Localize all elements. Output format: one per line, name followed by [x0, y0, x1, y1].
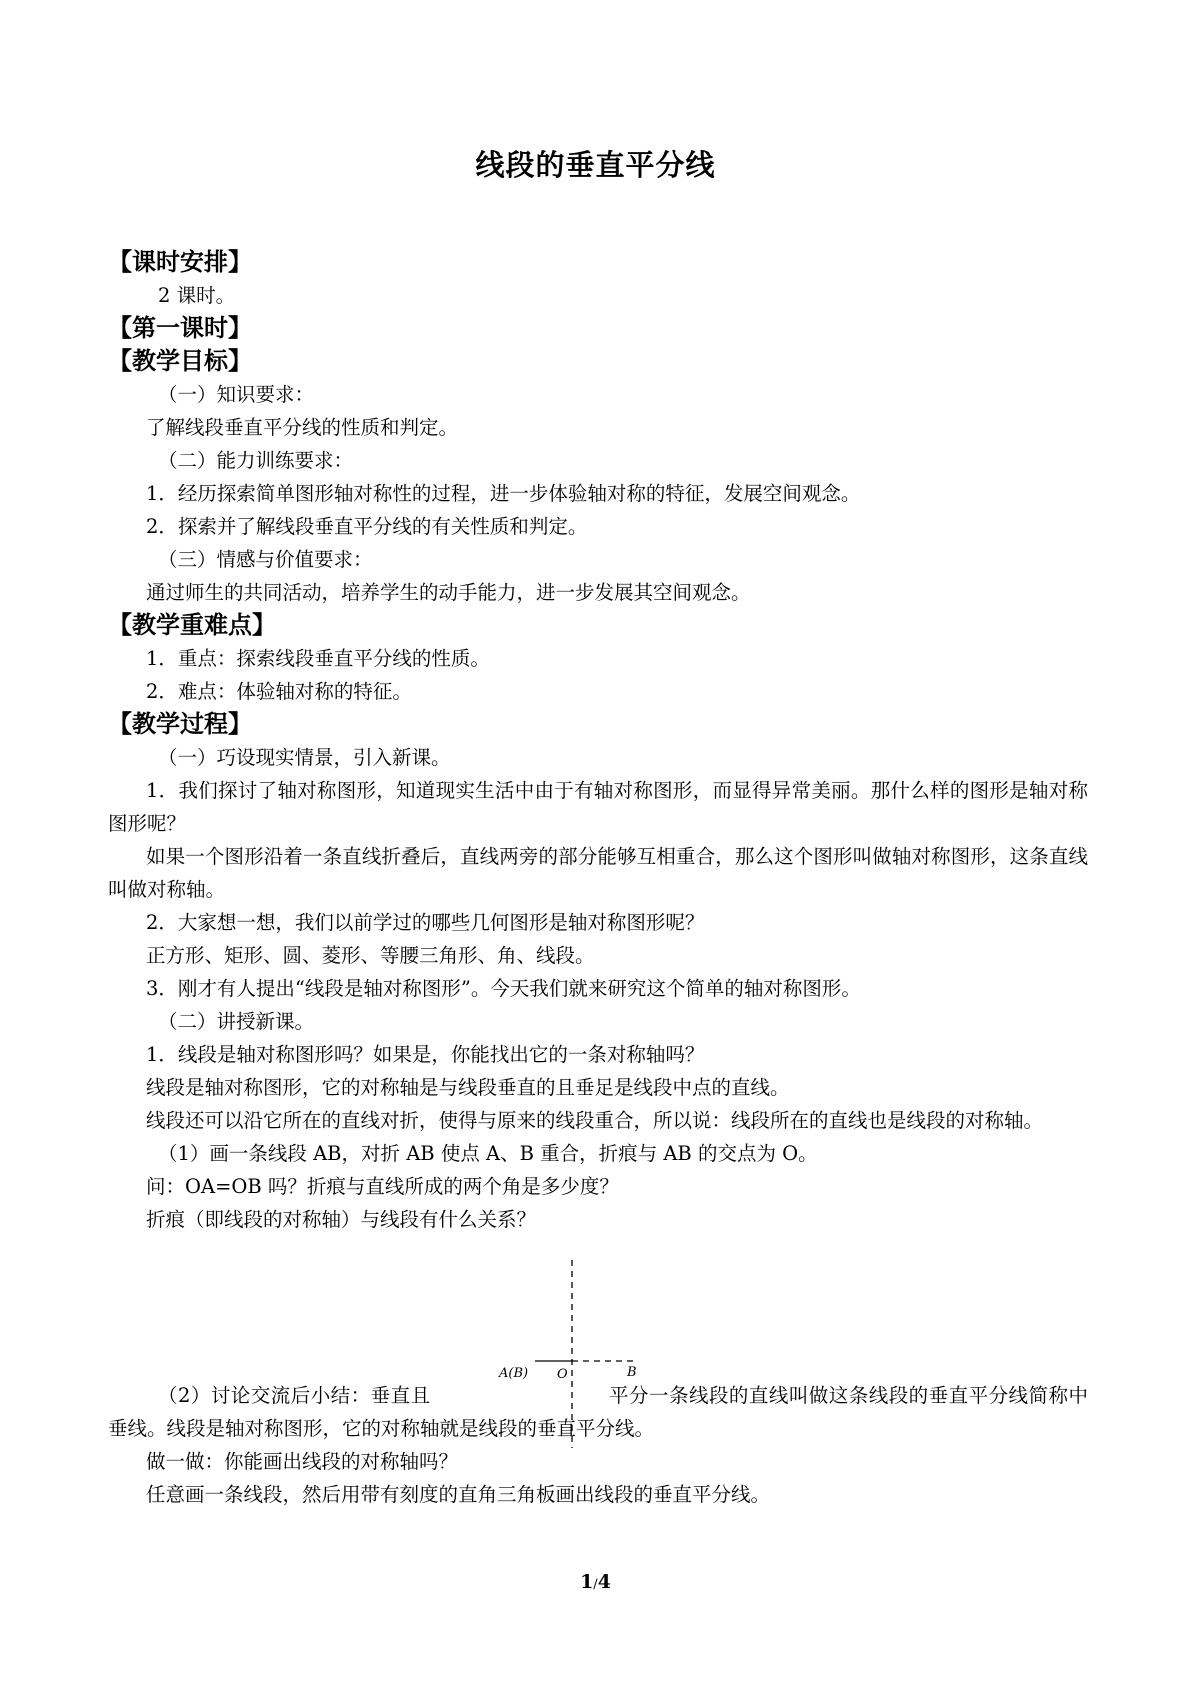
- label-o: O: [557, 1367, 568, 1382]
- process-para-3: 如果一个图形沿着一条直线折叠后，直线两旁的部分能够互相重合，那么这个图形叫做轴对称图形，这条直线叫做对称轴。: [108, 845, 1088, 901]
- page-separator: /: [593, 1577, 598, 1592]
- bisector-diagram: [499, 1260, 723, 1460]
- process-para-5: 正方形、矩形、圆、菱形、等腰三角形、角、线段。: [146, 944, 595, 967]
- section-heading-goals: 【教学目标】: [108, 347, 252, 375]
- process-para-1: （一）巧设现实情景，引入新课。: [158, 746, 451, 769]
- section-heading-schedule: 【课时安排】: [108, 248, 252, 276]
- process-para-2: 1．我们探讨了轴对称图形，知道现实生活中由于有轴对称图形，而显得异常美丽。那什么样的图形是轴对称图形呢？: [108, 779, 1088, 835]
- key-point-2: 2．难点：体验轴对称的特征。: [146, 680, 412, 703]
- key-point-1: 1．重点：探索线段垂直平分线的性质。: [146, 647, 490, 670]
- goal2-item-1: 1．经历探索简单图形轴对称性的过程，进一步体验轴对称的特征，发展空间观念。: [146, 482, 861, 505]
- goal3-text: 通过师生的共同活动，培养学生的动手能力，进一步发展其空间观念。: [146, 581, 751, 604]
- process-para-15: 做一做：你能画出线段的对称轴吗？: [146, 1450, 459, 1473]
- section-heading-lesson: 【第一课时】: [108, 314, 252, 342]
- summary-part-2: 平分一条线段的直线叫做这条线段的垂直平分线简称中垂线。线段是轴对称图形，它的对称轴就是线段的垂直平分线。: [108, 1384, 1088, 1440]
- process-para-12: 问：OA=OB 吗？折痕与直线所成的两个角是多少度？: [146, 1175, 619, 1198]
- schedule-text: 2 课时。: [158, 284, 236, 307]
- summary-part-1: （2）讨论交流后小结：垂直且: [158, 1384, 431, 1407]
- process-para-8: 1．线段是轴对称图形吗？如果是，你能找出它的一条对称轴吗？: [146, 1043, 705, 1066]
- process-para-13: 折痕（即线段的对称轴）与线段有什么关系？: [146, 1208, 537, 1231]
- process-para-6: 3．刚才有人提出“线段是轴对称图形”。今天我们就来研究这个简单的轴对称图形。: [146, 977, 861, 1000]
- label-b: B: [627, 1365, 637, 1380]
- process-para-7: （二）讲授新课。: [158, 1010, 315, 1033]
- page-title: 线段的垂直平分线: [475, 148, 716, 182]
- process-para-9: 线段是轴对称图形，它的对称轴是与线段垂直的且垂足是线段中点的直线。: [146, 1076, 790, 1099]
- page-number: [0, 1571, 1191, 1593]
- page-total: 4: [597, 1571, 611, 1593]
- process-para-16: 任意画一条线段，然后用带有刻度的直角三角板画出线段的垂直平分线。: [146, 1483, 771, 1506]
- page-current: 1: [580, 1571, 594, 1593]
- process-para-10: 线段还可以沿它所在的直线对折，使得与原来的线段重合，所以说：线段所在的直线也是线段的对称轴。: [146, 1109, 1044, 1132]
- goal1-text: 了解线段垂直平分线的性质和判定。: [146, 416, 459, 439]
- goal3-title: （三）情感与价值要求：: [158, 548, 373, 571]
- process-para-11: （1）画一条线段 AB，对折 AB 使点 A、B 重合，折痕与 AB 的交点为 O。: [158, 1142, 818, 1165]
- label-a-b: A(B): [499, 1366, 529, 1381]
- process-para-4: 2．大家想一想，我们以前学过的哪些几何图形是轴对称图形呢？: [146, 911, 705, 934]
- section-heading-key-points: 【教学重难点】: [108, 611, 276, 639]
- goal2-title: （二）能力训练要求：: [158, 449, 354, 472]
- document-body: [108, 246, 1088, 1511]
- goal2-item-2: 2．探索并了解线段垂直平分线的有关性质和判定。: [146, 515, 588, 538]
- section-heading-process: 【教学过程】: [108, 710, 252, 738]
- goal1-title: （一）知识要求：: [158, 383, 315, 406]
